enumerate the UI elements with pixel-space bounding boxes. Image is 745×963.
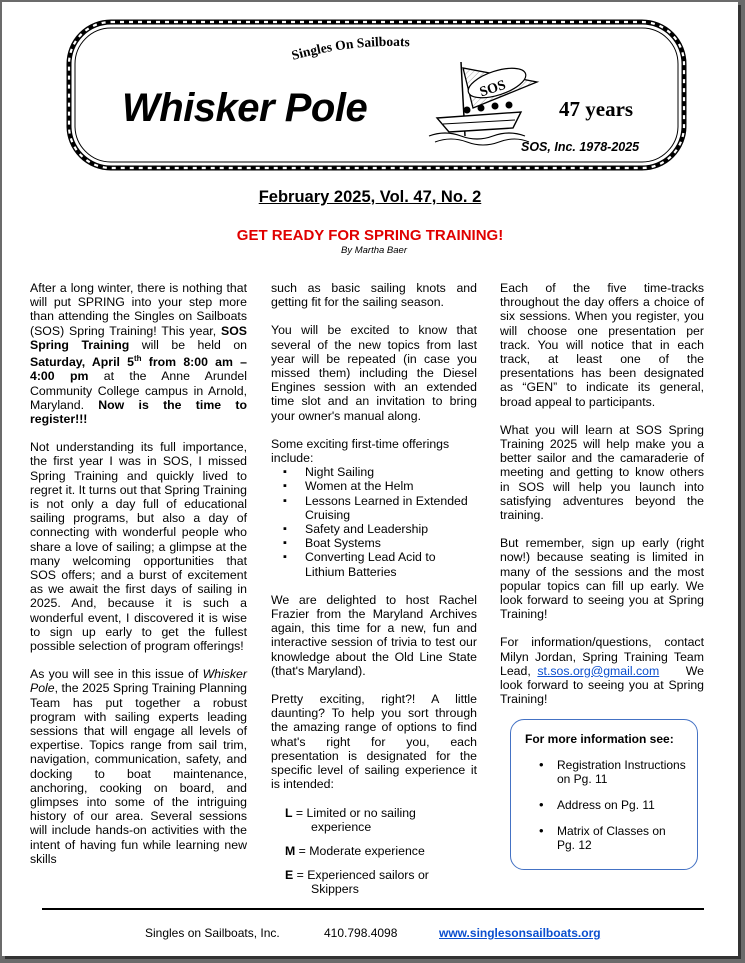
col3-paragraph-3: But remember, sign up early (right now!) because seating is limited in many of the sessions and the most popular topics can fill up early. We look forward to seeing you at Spring Training! — [500, 536, 704, 622]
sos-inc-label: SOS, Inc. 1978-2025 — [521, 140, 640, 154]
footer-phone: 410.798.4098 — [324, 926, 398, 940]
level-moderate: M = Moderate experience — [285, 843, 425, 858]
list-item: • Registration Instructions on Pg. 11 — [557, 758, 687, 786]
newsletter-page — [2, 2, 738, 956]
column-2 — [271, 281, 477, 907]
footer-website — [439, 926, 601, 940]
list-item: • Address on Pg. 11 — [557, 798, 687, 812]
list-item: ▪ Converting Lead Acid to Lithium Batteries — [305, 550, 477, 578]
more-info-list — [525, 758, 687, 852]
more-info-box — [510, 719, 698, 870]
masthead-arc-text: Singles On Sailboats — [289, 33, 411, 63]
col3-paragraph-2: What you will learn at SOS Spring Training 2025 will help make you a better sailor and the camaraderie of meeting and getting to know others in SOS will help you launch into satisfying adventures beyond the training. — [500, 422, 704, 523]
newsletter-title: Whisker Pole — [122, 86, 368, 130]
website-link[interactable]: www.singlesonsailboats.org — [439, 926, 601, 940]
col2-paragraph-2: You will be excited to know that several of the new topics from last year will be repeated (in case you missed them) including the Diesel Engines session with an extended time slot and an invitation to bring your owner's manual along. — [271, 323, 477, 423]
years-badge: 47 years — [559, 97, 634, 121]
more-info-heading: For more information see: — [525, 732, 674, 746]
list-item: ▪ Safety and Leadership — [305, 522, 477, 536]
col3-paragraph-1: Each of the five time-tracks throughout the day offers a choice of six sessions. When you register, you will choose one presentation per track. You will notice that in each track, at least one of the presentations has been designated as “GEN” to indicate its general, broad appeal to participants. — [500, 281, 704, 409]
col1-paragraph-2: Not understanding its full importance, the first year I was in SOS, I missed Spring Training and quickly lived to regret it. It turns out that Spring Training is not only a day full of educational sailing programs, but also a day of connecting with wonderful people who share a love of sailing; a glimpse at the many welcoming opportunities that SOS offers; and a burst of excitement as we await the first days of sailing in 2025. And, because it is such a wonderful event, I discovered it is wise to sign up early to get the fullest possible selection of program offerings! — [30, 440, 247, 653]
offerings-list — [271, 465, 477, 579]
logo-letters: SOS — [478, 77, 508, 101]
footer-org: Singles on Sailboats, Inc. — [145, 926, 280, 940]
column-3 — [500, 281, 708, 720]
list-item: ▪ Boat Systems — [305, 536, 477, 550]
contact-email-link[interactable]: st.sos.org@gmail.com — [537, 663, 660, 678]
col2-paragraph-3: Some exciting first-time offerings include: — [271, 436, 450, 466]
col2-paragraph-1: such as basic sailing knots and getting fit for the sailing season. — [271, 281, 477, 310]
issue-line: February 2025, Vol. 47, No. 2 — [258, 188, 482, 206]
col2-paragraph-4: We are delighted to host Rachel Frazier from the Maryland Archives again, this time for a new, fun and interactive session of trivia to test our knowledge about the Old Line State (that's Maryland). — [271, 592, 477, 678]
list-item: ▪ Night Sailing — [305, 465, 477, 479]
sailboat-logo — [429, 62, 537, 145]
col1-paragraph-3: As you will see in this issue of Whisker Pole, the 2025 Spring Training Planning Team has put together a robust program with sailing experts leading sessions that will engage all levels of expertise. Topics range from sail trim, navigation, communication, safety, and docking to boat maintenance, anchoring, cooking on board, and glimpses into some of the intriguing history of our area. Several sessions will include hands-on activities with the intent of having fun while learning new skills — [30, 667, 247, 866]
article-headline: GET READY FOR SPRING TRAINING! — [236, 227, 504, 244]
level-limited: L = Limited or no sailing experience — [285, 805, 416, 834]
masthead — [65, 16, 690, 174]
level-experienced: E = Experienced sailors or Skippers — [285, 868, 429, 897]
col1-paragraph-1: After a long winter, there is nothing that will put SPRING into your step more than attending the Singles on Sailboats (SOS) Spring Training! This year, SOS Spring Training will be held on Saturday, April 5th from 8:00 am – 4:00 pm at the Anne Arundel Community College campus in Arnold, Maryland. Now is the time to register!!! — [30, 281, 248, 426]
article-byline: By Martha Baer — [341, 245, 407, 256]
col3-paragraph-4: For information/questions, contact Milyn Jordan, Spring Training Team Lead, st.sos.org@gmail.com We look forward to seeing you at Spring Training! — [500, 635, 708, 707]
col2-paragraph-5: Pretty exciting, right?! A little daunting? To help you sort through the amazing range of options to find what's right for you, each presentation is designated for the specific level of sailing experience it is intended: — [271, 692, 477, 792]
footer-divider — [42, 908, 704, 910]
column-1 — [30, 281, 247, 880]
list-item: ▪ Women at the Helm — [305, 479, 477, 493]
list-item: ▪ Lessons Learned in Extended Cruising — [305, 494, 477, 522]
list-item: • Matrix of Classes on Pg. 12 — [557, 824, 687, 852]
